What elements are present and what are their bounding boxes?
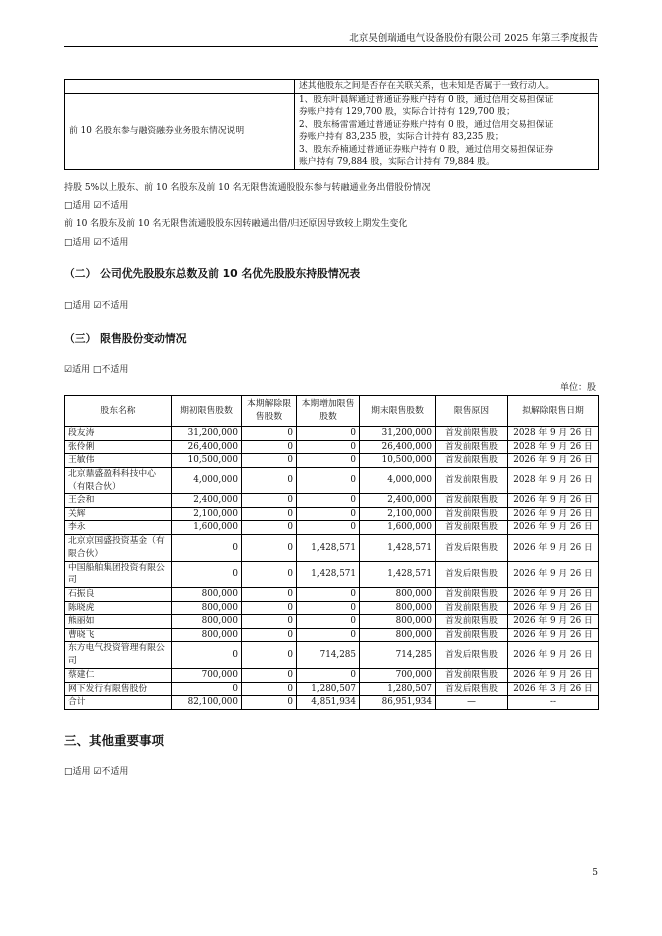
table-cell [65,80,295,94]
table-row [65,93,599,169]
table-cell: 86,951,934 [360,696,436,710]
unit-label: 单位：股 [559,383,596,393]
description-line: 账户持有 79,884 股，实际合计持有 79,884 股。 [299,157,495,167]
table-cell: 2026 年 9 月 26 日 [508,588,599,602]
preferred-applicability: □适用 ☑不适用 [64,301,129,311]
table-cell: 0 [242,507,297,521]
column-header: 期末限售股数 [360,396,436,427]
table-cell: 2026 年 9 月 26 日 [508,454,599,468]
description-line: 2、股东杨雷雷通过普通证券账户持有 0 股，通过信用交易担保证 [299,119,554,130]
table-cell: 0 [172,642,242,669]
description-line: 1、股东叶晨辉通过普通证券账户持有 0 股，通过信用交易担保证 [299,94,554,105]
table-cell: 4,851,934 [297,696,360,710]
lending-section-title: 持股 5%以上股东、前 10 名股东及前 10 名无限售流通股股东参与转融通业务出借股份情况 [64,183,431,193]
table-cell: 1,600,000 [172,521,242,535]
table-cell: 2026 年 9 月 26 日 [508,601,599,615]
page-header: 北京昊创瑞通电气设备股份有限公司 2025 年第三季度报告 [349,33,598,44]
table-cell: — [436,696,508,710]
table-cell: 2026 年 9 月 26 日 [508,535,599,562]
table-cell: 2026 年 9 月 26 日 [508,561,599,588]
shareholder-name-cell: 李永 [65,521,172,535]
table-cell: 4,000,000 [360,467,436,494]
table-cell: 首发前限售股 [436,467,508,494]
margin-trading-description [295,93,599,169]
table-cell: 800,000 [360,615,436,629]
table-cell: 0 [297,615,360,629]
table-cell: 2026 年 3 月 26 日 [508,682,599,696]
shareholder-name-cell: 蔡建仁 [65,668,172,682]
table-cell: 2028 年 9 月 26 日 [508,467,599,494]
table-cell: 0 [242,535,297,562]
table-cell: 1,428,571 [360,561,436,588]
table-row [65,696,599,710]
table-cell: 700,000 [360,668,436,682]
table-cell: 1,428,571 [360,535,436,562]
table-cell: 82,100,000 [172,696,242,710]
table-cell: 首发后限售股 [436,561,508,588]
table-cell: 首发前限售股 [436,494,508,508]
table-cell: 800,000 [360,628,436,642]
table-cell: 0 [242,682,297,696]
table-row [65,454,599,468]
table-cell: 0 [297,467,360,494]
table-row [65,601,599,615]
table-row [65,521,599,535]
table-cell: 1,280,507 [360,682,436,696]
table-cell: 0 [297,601,360,615]
table-row [65,494,599,508]
shareholder-name-cell: 段友涛 [65,427,172,441]
table-cell: 首发前限售股 [436,521,508,535]
shareholder-name-cell: 中国船舶集团投资有限公司 [65,561,172,588]
table-cell: 800,000 [172,628,242,642]
table-cell: 0 [242,427,297,441]
table-cell: 2,400,000 [172,494,242,508]
table-cell: 700,000 [172,668,242,682]
table-cell: 0 [242,615,297,629]
other-matters-applicability: □适用 ☑不适用 [64,767,129,777]
table-cell: 0 [172,682,242,696]
table-cell: 首发前限售股 [436,668,508,682]
table-cell: 2,100,000 [172,507,242,521]
table-cell: 2026 年 9 月 26 日 [508,642,599,669]
table-cell: 0 [242,628,297,642]
table-cell: 2026 年 9 月 26 日 [508,521,599,535]
table-cell: 2026 年 9 月 26 日 [508,628,599,642]
table-cell: 2,100,000 [360,507,436,521]
table-cell: 首发前限售股 [436,601,508,615]
table-cell: 0 [242,642,297,669]
lending-applicability: □适用 ☑不适用 [64,201,129,211]
table-cell: 800,000 [360,588,436,602]
table-cell: 2,400,000 [360,494,436,508]
column-header: 本期增加限售股数 [297,396,360,427]
table-row [65,535,599,562]
table-cell: 0 [242,561,297,588]
table-cell: 首发前限售股 [436,454,508,468]
table-cell: 800,000 [360,601,436,615]
table-cell: 首发后限售股 [436,642,508,669]
table-row [65,628,599,642]
table-cell: 0 [242,696,297,710]
shareholder-name-cell: 张伶俐 [65,440,172,454]
table-row [65,588,599,602]
table-cell: 首发后限售股 [436,535,508,562]
table-cell: 0 [297,454,360,468]
table-cell: 714,285 [360,642,436,669]
change-applicability: □适用 ☑不适用 [64,238,129,248]
table-cell: 800,000 [172,601,242,615]
table-cell: 0 [242,668,297,682]
table-cell: 0 [297,427,360,441]
header-divider [64,46,598,47]
page-number: 5 [592,868,598,878]
table-cell: 800,000 [172,588,242,602]
shareholder-name-cell: 东方电气投资管理有限公司 [65,642,172,669]
table-cell: 2028 年 9 月 26 日 [508,427,599,441]
table-cell: 26,400,000 [172,440,242,454]
shareholder-name-cell: 王敏伟 [65,454,172,468]
restricted-shares-heading: （三） 限售股份变动情况 [64,332,187,345]
table-cell: 0 [297,440,360,454]
table-cell: 0 [297,668,360,682]
table-row [65,427,599,441]
restricted-shares-table [64,395,599,710]
table-cell: 0 [297,588,360,602]
table-row [65,642,599,669]
table-cell: 2026 年 9 月 26 日 [508,615,599,629]
column-header: 股东名称 [65,396,172,427]
column-header: 本期解除限售股数 [242,396,297,427]
column-header: 期初限售股数 [172,396,242,427]
table-cell: 0 [172,561,242,588]
shareholder-name-cell: 关辉 [65,507,172,521]
table-cell: 31,200,000 [360,427,436,441]
table-cell: 首发后限售股 [436,682,508,696]
table-cell: 2028 年 9 月 26 日 [508,440,599,454]
shareholder-relationship-table [64,79,599,170]
table-cell: 1,280,507 [297,682,360,696]
table-cell: 0 [242,601,297,615]
table-cell: 首发前限售股 [436,427,508,441]
shareholder-name-cell: 网下发行有限售股份 [65,682,172,696]
restricted-applicability: ☑适用 □不适用 [64,365,129,375]
preferred-shares-heading: （二） 公司优先股股东总数及前 10 名优先股股东持股情况表 [64,267,361,280]
column-header: 限售原因 [436,396,508,427]
table-row [65,615,599,629]
table-cell: 800,000 [172,615,242,629]
change-section-title: 前 10 名股东及前 10 名无限售流通股股东因转融通出借/归还原因导致较上期发生变化 [64,219,408,229]
margin-trading-label: 前 10 名股东参与融资融券业务股东情况说明 [65,93,295,169]
table-cell: 首发前限售股 [436,507,508,521]
table-cell: 31,200,000 [172,427,242,441]
table-cell: 0 [172,535,242,562]
shareholder-name-cell: 北京京国盛投资基金（有限合伙） [65,535,172,562]
table-cell: -- [508,696,599,710]
table-cell: 首发前限售股 [436,628,508,642]
table-cell: 1,428,571 [297,561,360,588]
shareholder-name-cell: 陈晓虎 [65,601,172,615]
table-row [65,507,599,521]
shareholder-name-cell: 石振良 [65,588,172,602]
table-row [65,668,599,682]
column-header: 拟解除限售日期 [508,396,599,427]
table-cell: 0 [242,521,297,535]
table-cell: 10,500,000 [172,454,242,468]
table-row [65,561,599,588]
other-matters-heading: 三、其他重要事项 [64,733,165,748]
table-cell: 2026 年 9 月 26 日 [508,507,599,521]
table-cell: 0 [242,454,297,468]
table-row [65,80,599,94]
description-line: 券账户持有 83,235 股，实际合计持有 83,235 股； [299,132,504,142]
shareholder-name-cell: 曹晓飞 [65,628,172,642]
table-cell: 0 [242,467,297,494]
table-cell: 首发前限售股 [436,588,508,602]
shareholder-name-cell: 合计 [65,696,172,710]
table-cell: 26,400,000 [360,440,436,454]
table-cell: 1,600,000 [360,521,436,535]
table-header-row [65,396,599,427]
table-cell: 0 [242,440,297,454]
table-cell: 2026 年 9 月 26 日 [508,494,599,508]
description-line: 券账户持有 129,700 股，实际合计持有 129,700 股； [299,107,515,117]
table-cell: 10,500,000 [360,454,436,468]
shareholder-name-cell: 熊丽如 [65,615,172,629]
table-cell: 4,000,000 [172,467,242,494]
table-row [65,682,599,696]
table-cell: 0 [242,588,297,602]
table-cell: 1,428,571 [297,535,360,562]
table-cell: 2026 年 9 月 26 日 [508,668,599,682]
table-row [65,440,599,454]
table-cell: 714,285 [297,642,360,669]
description-line: 3、股东乔楠通过普通证券账户持有 0 股，通过信用交易担保证券 [299,144,554,155]
table-cell: 0 [297,494,360,508]
table-cell: 0 [297,507,360,521]
table-cell: 首发前限售股 [436,440,508,454]
shareholder-name-cell: 王会和 [65,494,172,508]
related-party-note: 述其他股东之间是否存在关联关系，也未知是否属于一致行动人。 [295,80,599,94]
shareholder-name-cell: 北京鼎盛盈科科技中心（有限合伙） [65,467,172,494]
table-cell: 首发前限售股 [436,615,508,629]
table-cell: 0 [242,494,297,508]
table-cell: 0 [297,521,360,535]
table-cell: 0 [297,628,360,642]
table-row [65,467,599,494]
